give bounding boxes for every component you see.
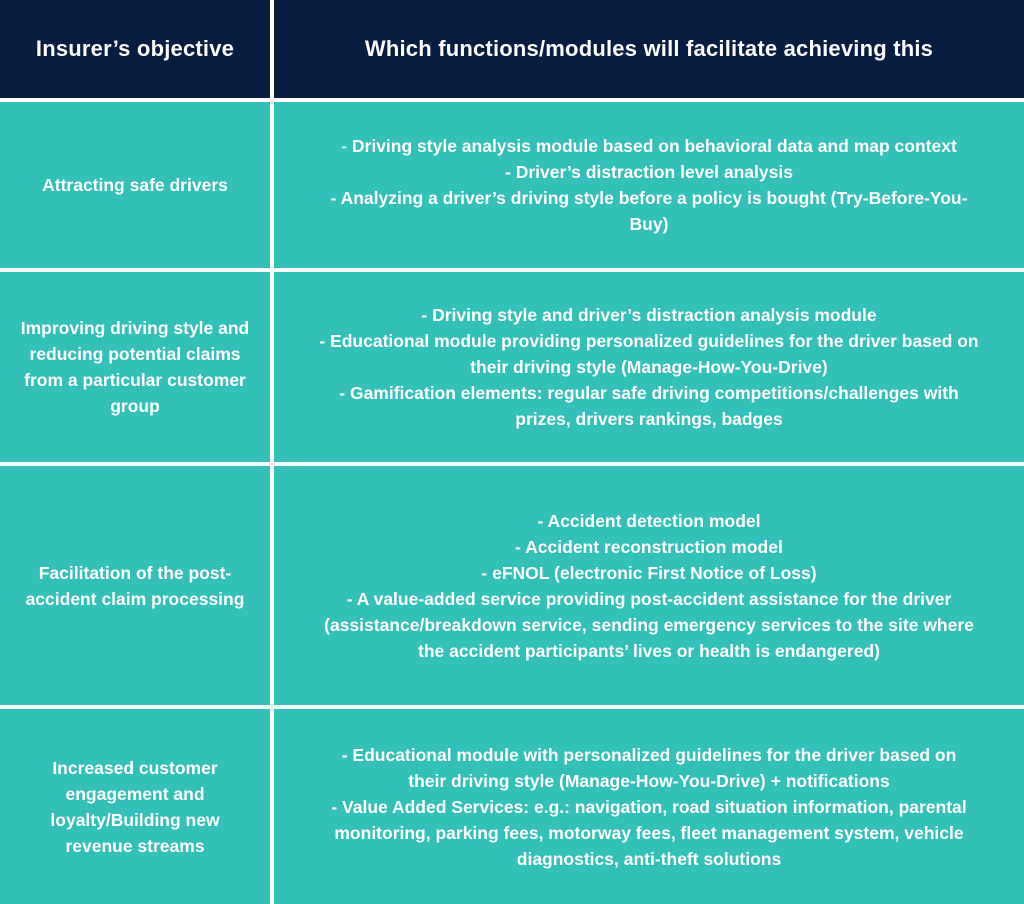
row-1-line-3: - Analyzing a driver’s driving style before a policy is bought (Try-Before-You- <box>330 188 968 208</box>
row-4-functions <box>274 709 1024 904</box>
row-2-objective-line-4: group <box>110 396 160 416</box>
header-objective-label: Insurer’s objective <box>35 36 235 61</box>
row-1-line-1 <box>341 133 957 159</box>
row-1-line-1-text: Driving style analysis module based on behavioral data and map context <box>351 136 957 156</box>
row-2-line-4: - Gamification elements: regular safe driving competitions/challenges with <box>339 383 959 403</box>
row-1-functions <box>274 102 1024 268</box>
row-3-line-5: (assistance/breakdown service, sending emergency services to the site where <box>324 614 974 635</box>
row-3-line-4: - A value-added service providing post-accident assistance for the driver <box>346 588 952 609</box>
row-4-line-5: diagnostics, anti-theft solutions <box>516 848 782 869</box>
row-4-objective-line-2: engagement and <box>65 783 205 804</box>
header-objective <box>0 0 270 98</box>
row-3-line-1: - Accident detection model <box>537 510 761 531</box>
row-3-line-3: - eFNOL (electronic First Notice of Loss) <box>481 562 817 583</box>
header-functions-label: Which functions/modules will facilitate achieving this <box>364 36 934 61</box>
row-4-objective <box>0 709 270 904</box>
row-2-functions <box>274 272 1024 462</box>
row-4-objective-line-1: Increased customer <box>52 757 218 778</box>
row-2-objective-line-1: Improving driving style and <box>20 318 250 338</box>
row-3-objective-line-1: Facilitation of the post- <box>38 562 232 583</box>
row-4-line-2: their driving style (Manage-How-You-Drive) + notifications <box>408 770 890 791</box>
row-2-objective-line-2: reducing potential claims <box>29 344 241 364</box>
row-4-objective-line-3: loyalty/Building new <box>50 809 220 830</box>
row-1-line-4: Buy) <box>629 214 669 234</box>
row-1-objective-text: Attracting safe drivers <box>42 175 228 195</box>
row-2-line-1: - Driving style and driver’s distraction analysis module <box>421 305 877 325</box>
row-2-objective <box>0 272 270 462</box>
row-1-objective <box>0 102 270 268</box>
row-2-line-3: their driving style (Manage-How-You-Drive) <box>470 357 828 377</box>
row-2-line-5: prizes, drivers rankings, badges <box>515 409 783 429</box>
row-3-objective <box>0 466 270 705</box>
row-1-line-2: - Driver’s distraction level analysis <box>505 162 793 182</box>
row-4-line-4: monitoring, parking fees, motorway fees, fleet management system, vehicle <box>334 822 964 843</box>
row-1-line-1-dash: - <box>341 136 352 156</box>
row-3-functions <box>274 466 1024 705</box>
header-functions <box>274 0 1024 98</box>
row-3-line-6: the accident participants’ lives or health is endangered) <box>418 640 880 661</box>
row-3-objective-line-2: accident claim processing <box>25 588 245 609</box>
row-4-objective-line-4: revenue streams <box>65 835 205 856</box>
row-3-line-2: - Accident reconstruction model <box>515 536 783 557</box>
row-2-objective-line-3: from a particular customer <box>24 370 246 390</box>
row-4-line-1: - Educational module with personalized guidelines for the driver based on <box>341 744 957 765</box>
row-2-line-2: - Educational module providing personalized guidelines for the driver based on <box>319 331 979 351</box>
row-4-line-3: - Value Added Services: e.g.: navigation, road situation information, parental <box>331 796 967 817</box>
